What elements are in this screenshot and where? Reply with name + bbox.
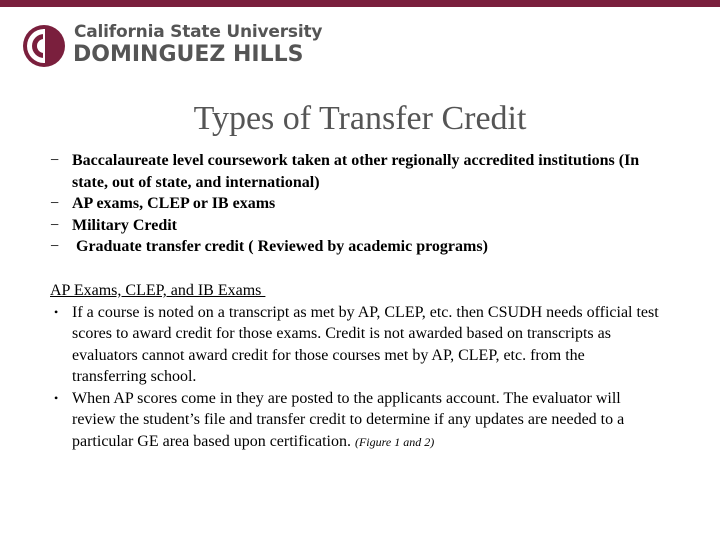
logo-campus-name: DOMINGUEZ HILLS — [73, 42, 304, 67]
bullet-dot: • — [54, 390, 59, 405]
dash-bullet: − — [50, 238, 60, 255]
dash-bullet: − — [50, 195, 60, 212]
list-item — [50, 193, 670, 215]
logo-university-name: California State University — [74, 22, 323, 42]
bullet-item — [50, 302, 660, 388]
list-item-text: Military Credit — [72, 216, 178, 234]
transfer-credit-types-list — [50, 150, 670, 258]
top-accent-bar — [0, 0, 720, 7]
section-heading: AP Exams, CLEP, and IB Exams — [50, 282, 266, 299]
list-item-text: Baccalaureate level coursework taken at other regionally accredited institutions (In state, out of state, and international) — [72, 152, 640, 191]
list-item — [50, 215, 670, 237]
bullet-text: When AP scores come in they are posted to the applicants account. The evaluator will review the student’s file and transfer credit to determine if any updates are needed to a particular GE area based upon certification. — [72, 389, 625, 450]
bullet-text: If a course is noted on a transcript as met by AP, CLEP, etc. then CSUDH needs official test scores to award credit for those exams. Credit is not awarded based on transcripts as evaluators cannot award credit for those courses met by AP, CLEP, etc. from the transferring school. — [72, 303, 659, 385]
dash-bullet: − — [50, 216, 60, 234]
list-item — [50, 150, 670, 193]
bullet-item — [50, 388, 660, 454]
figure-citation: (Figure 1 and 2) — [354, 434, 435, 449]
university-logo — [22, 22, 323, 72]
dash-bullet: − — [50, 152, 60, 169]
list-item-text: AP exams, CLEP or IB exams — [72, 195, 276, 212]
ap-exams-section — [50, 280, 660, 453]
list-item-text: Graduate transfer credit ( Reviewed by academic programs) — [72, 238, 488, 255]
bullet-dot: • — [54, 304, 59, 319]
university-seal-icon — [22, 24, 66, 68]
slide-title: Types of Transfer Credit — [193, 100, 527, 137]
list-item — [50, 236, 670, 258]
